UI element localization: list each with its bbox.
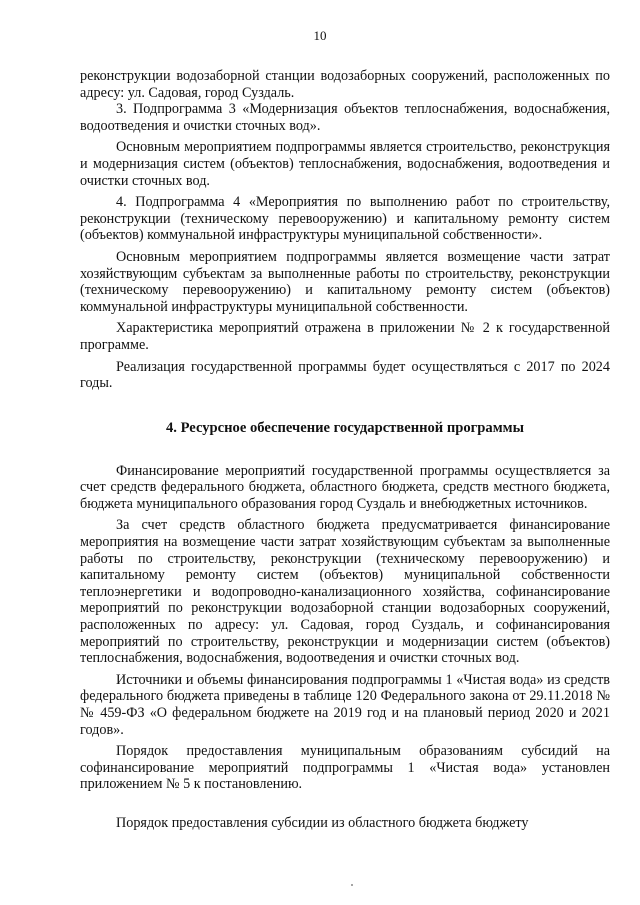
paragraph: 3. Подпрограмма 3 «Модернизация объектов теплоснабжения, водоснабжения, водоотведения и очистки сточных вод».	[80, 101, 610, 134]
paragraph: Основным мероприятием подпрограммы является строительство, реконструкция и модернизация систем (объектов) теплоснабжения, водоснабжения, водоотведения и очистки сточных вод.	[80, 139, 610, 189]
paragraph: Основным мероприятием подпрограммы является возмещение части затрат хозяйствующим субъектам за выполненные работы по строительству, реконструкции (техническому перевооружению) и капитальному ремонту систем (объектов) коммунальной инфраструктуры муниципальной собственности.	[80, 248, 610, 315]
scan-speck	[351, 884, 353, 886]
paragraph: Порядок предоставления субсидии из областного бюджета бюджету	[116, 814, 529, 831]
paragraph: За счет средств областного бюджета предусматривается финансирование мероприятия на возмещение части затрат хозяйствующим субъектам за выполненные работы по строительству, реконструкции (техническому перевооружению) и капитальному ремонту систем (объектов) муниципальной собственности теплоэнергетики и водопроводно-канализационного хозяйства, софинансирование мероприятий по реконструкции водозаборной станции водозаборных сооружений, расположенных по адресу: ул. Садовая, город Суздаль, и софинансирования мероприятий по строительству, реконструкции и модернизации систем (объектов) теплоснабжения, водоснабжения, водоотведения и очистки сточных вод.	[80, 517, 610, 667]
section-heading: 4. Ресурсное обеспечение государственной программы	[165, 419, 525, 436]
paragraph: Источники и объемы финансирования подпрограммы 1 «Чистая вода» из средств федерального бюджета приведены в таблице 120 Федерального закона от 29.11.2018 № № 459-ФЗ «О федеральном бюджете на 2019 год и на плановый период 2020 и 2021 годов».	[80, 671, 610, 738]
paragraph: реконструкции водозаборной станции водозаборных сооружений, расположенных по адресу: ул. Садовая, город Суздаль.	[80, 68, 610, 101]
paragraph: Реализация государственной программы будет осуществляться с 2017 по 2024 годы.	[80, 358, 610, 392]
paragraph: Порядок предоставления муниципальным образованиям субсидий на софинансирование мероприятий подпрограммы 1 «Чистая вода» установлен приложением № 5 к постановлению.	[80, 743, 610, 793]
paragraph: Финансирование мероприятий государственной программы осуществляется за счет средств федерального бюджета, областного бюджета, средств местного бюджета, бюджета муниципального образования город Суздаль и внебюджетных источников.	[80, 462, 610, 512]
paragraph: 4. Подпрограмма 4 «Мероприятия по выполнению работ по строительству, реконструкции (техническому перевооружению) и капитальному ремонту систем (объектов) коммунальной инфраструктуры муниципальной собственности».	[80, 194, 610, 244]
paragraph: Характеристика мероприятий отражена в приложении № 2 к государственной программе.	[80, 320, 610, 353]
page-number: 10	[313, 28, 327, 43]
document-body	[80, 68, 610, 832]
